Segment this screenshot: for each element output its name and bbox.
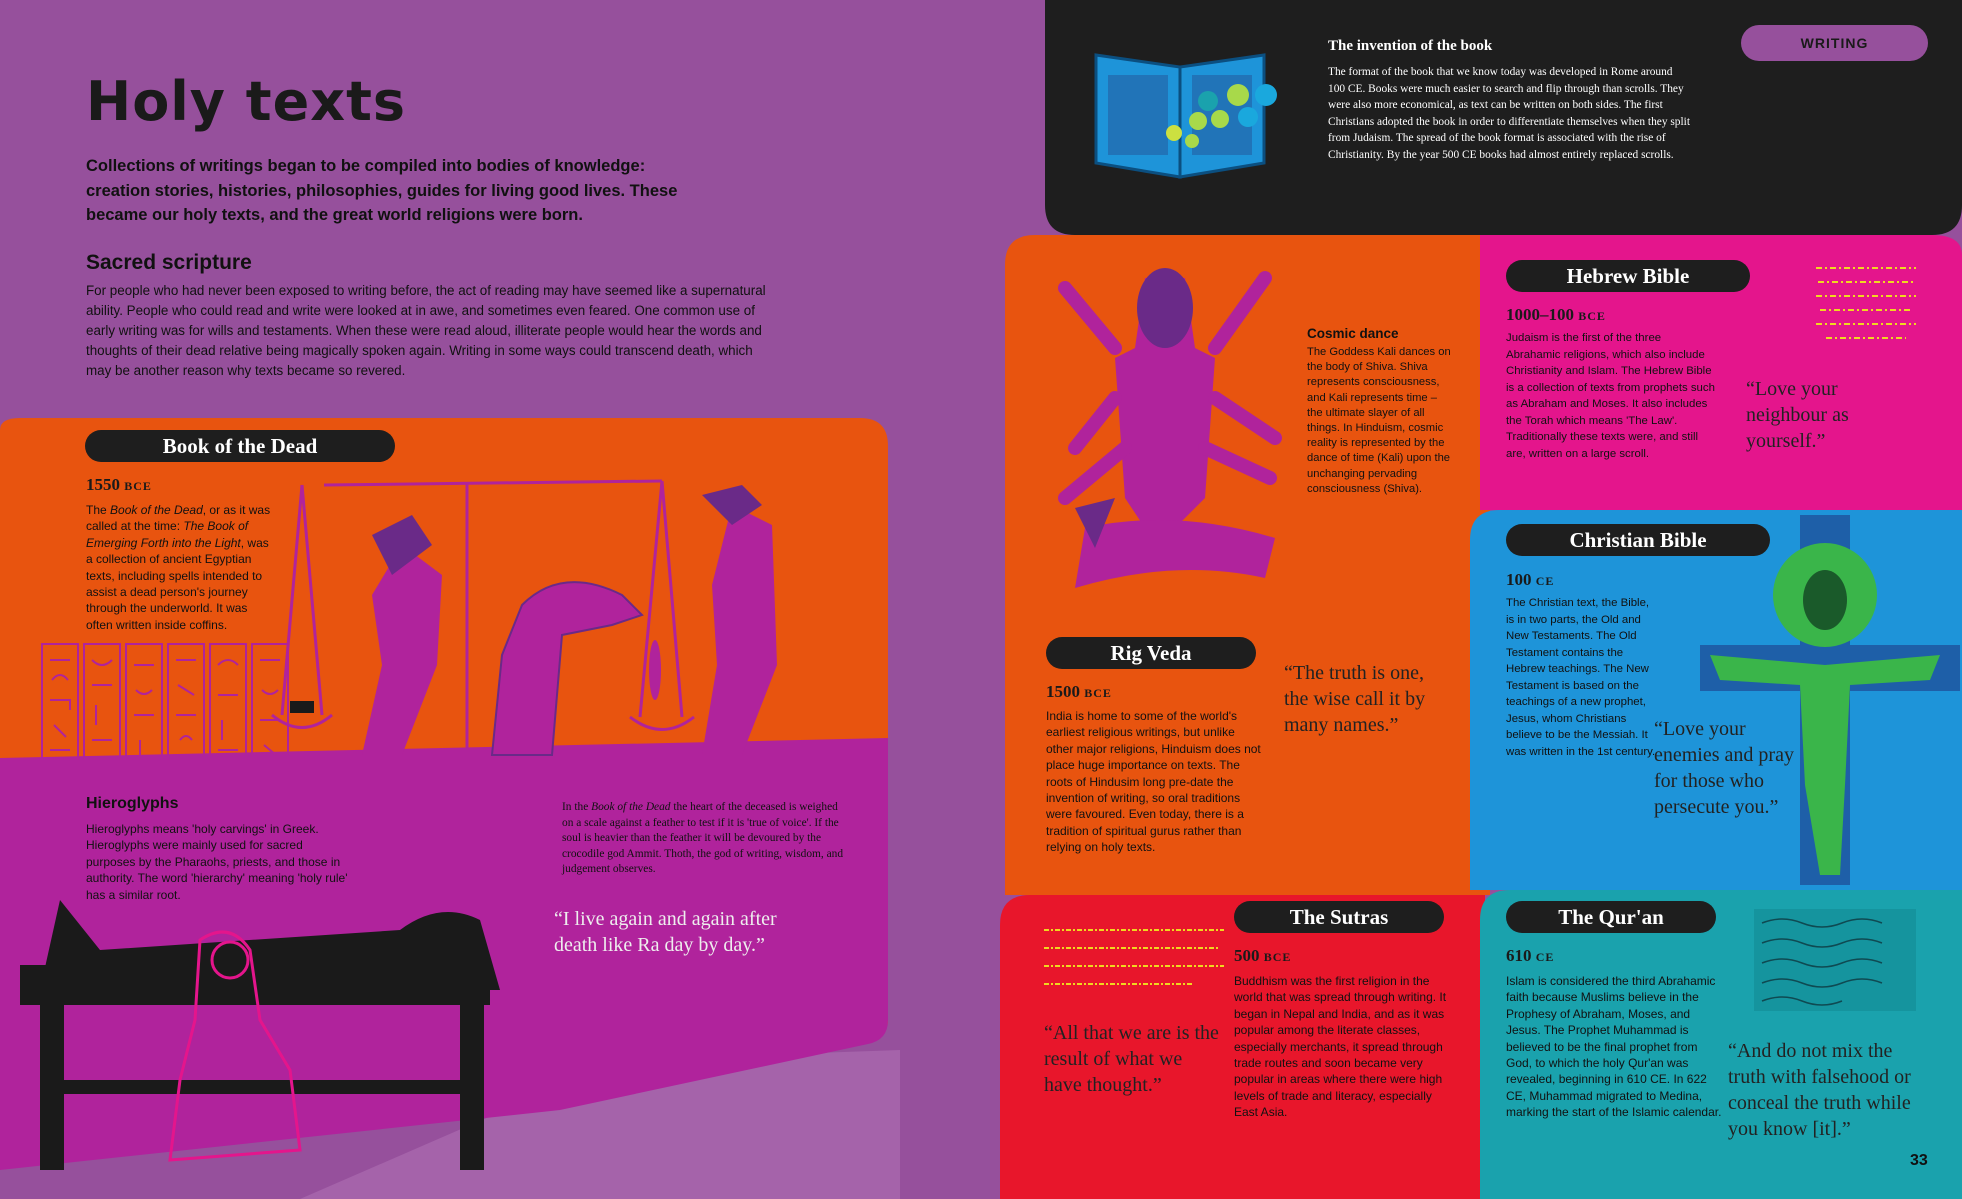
crucifix-illustration — [1670, 505, 1962, 885]
open-book-illustration — [1088, 45, 1278, 185]
hebrew-bible-date: 1000–100 BCE — [1506, 305, 1606, 324]
page-title: Holy texts — [86, 70, 407, 133]
page-number: 33 — [1910, 1152, 1928, 1169]
quran-text: Islam is considered the third Abrahamic faith because Muslims believe in the Prophesy of Abraham, Moses, and Jesus. The Prophet Muhammad is believed to be the final prophet from God, to which the holy Qur'an was revealed, beginning in 610 CE. In 622 CE, Muhammad migrated to Medina, marking the start of the Islamic calendar. — [1506, 974, 1722, 1120]
sutras-date: 500 BCE — [1234, 946, 1292, 965]
hebrew-script-illustration — [1806, 258, 1926, 348]
weighing-caption: In the Book of the Dead the heart of the deceased is weighed on a scale against a feather to test if it is 'true of voice'. If the soul is heavier than the feather it will be devoured by the crocodile god Ammit. Thoth, the god of writing, wisdom, and judgement observes. — [562, 801, 844, 875]
rig-veda-quote: “The truth is one, the wise call it by many names.” — [1284, 662, 1426, 736]
hieroglyph-panel-illustration — [40, 640, 300, 770]
weighing-of-heart-illustration — [262, 465, 902, 765]
rig-veda-date: 1500 BCE — [1046, 682, 1112, 701]
quran-title: The Qur'an — [1506, 901, 1716, 933]
sanskrit-script-illustration — [1040, 922, 1230, 992]
christian-bible-quote: “Love your enemies and pray for those who persecute you.” — [1654, 718, 1794, 818]
cosmic-dance-title: Cosmic dance — [1307, 326, 1399, 341]
hebrew-bible-text: Judaism is the first of the three Abrahamic religions, which also include Christianity and Islam. The Hebrew Bible is a collection of texts from prophets such as Abraham and Moses. It also includes the Torah which means 'The Law'. Traditionally these texts were, and still are, written on a large scroll. — [1506, 332, 1715, 460]
section-text: For people who had never been exposed to writing before, the act of reading may have seemed like a supernatural ability. People who could read and write were looked at in awe, and sometimes even feared. One common use of early writing was for wills and testaments. When these were read aloud, illiterate people would hear the words and thoughts of their dead relative being magically spoken again. Writing in some ways could transcend death, which may be another reason why texts became so revered. — [86, 283, 766, 378]
book-of-dead-text: The Book of the Dead, or as it was called at the time: The Book of Emerging Forth into the Light, was a collection of ancient Egyptian texts, including spells intended to assist a dead person's journey through the underworld. It was often written inside coffins. — [86, 503, 271, 632]
book-of-dead-quote: “I live again and again after death like Ra day by day.” — [554, 908, 777, 956]
mummy-coffin-illustration — [20, 880, 500, 1170]
book-invention-text: The format of the book that we know today was developed in Rome around 100 CE. Books were much easier to search and flip through than scrolls. They were also more economical, as text can be written on both sides. The first Christians adopted the book in order to differentiate themselves when they split from Judaism. The spread of the book format is associated with the rise of Christianity. By the year 500 CE books had almost entirely replaced scrolls. — [1328, 66, 1690, 161]
sutras-title: The Sutras — [1234, 901, 1444, 933]
kali-illustration — [1055, 248, 1285, 628]
quran-quote: “And do not mix the truth with falsehood or conceal the truth while you know [it].” — [1728, 1040, 1911, 1140]
christian-bible-text: The Christian text, the Bible, is in two parts, the Old and New Testaments. The Old Testament contains the Hebrew teachings. The New Testament is based on the teachings of a new prophet, Jesus, whom Christians believe to be the Messiah. It was written in the 1st century. — [1506, 597, 1656, 758]
arabic-script-illustration — [1750, 905, 1920, 1015]
book-of-dead-title: Book of the Dead — [85, 430, 395, 462]
christian-bible-date: 100 CE — [1506, 570, 1555, 589]
hieroglyphs-text: Hieroglyphs means 'holy carvings' in Greek. Hieroglyphs were mainly used for sacred purposes by the Pharaohs, priests, and those in authority. The word 'hierarchy' meaning 'holy rule' has a similar root. — [86, 822, 348, 902]
rig-veda-title: Rig Veda — [1046, 637, 1256, 669]
writing-badge[interactable]: WRITING — [1741, 25, 1928, 61]
intro-text: Collections of writings began to be compiled into bodies of knowledge: creation stories, histories, philosophies, guides for living good lives. These became our holy texts, and the great world religions were born. — [86, 157, 678, 224]
book-of-dead-date: 1550 BCE — [86, 475, 152, 494]
hebrew-bible-title: Hebrew Bible — [1506, 260, 1750, 292]
hebrew-bible-quote: “Love your neighbour as yourself.” — [1746, 378, 1849, 452]
sutras-quote: “All that we are is the result of what we have thought.” — [1044, 1022, 1219, 1096]
quran-date: 610 CE — [1506, 946, 1555, 965]
hieroglyphs-title: Hieroglyphs — [86, 795, 179, 812]
section-heading: Sacred scripture — [86, 251, 252, 274]
book-invention-title: The invention of the book — [1328, 38, 1493, 54]
christian-bible-title: Christian Bible — [1506, 524, 1770, 556]
cosmic-dance-text: The Goddess Kali dances on the body of Shiva. Shiva represents consciousness, and Kali represents time – the ultimate slayer of all things. In Hinduism, cosmic reality is represented by the dance of time (Kali) upon the unchanging pervading consciousness (Shiva). — [1307, 346, 1451, 495]
rig-veda-text: India is home to some of the world's earliest religious writings, but unlike other major religions, Hinduism does not place huge importance on texts. The roots of Hindusim long pre-date the invention of writing, so oral traditions were favoured. Even today, there is a tradition of spiritual gurus rather than relying on holy texts. — [1046, 709, 1261, 855]
sutras-text: Buddhism was the first religion in the world that was spread through writing. It began in Nepal and India, and as it was popular among the literate classes, especially merchants, it spread through trade routes and soon became very popular in areas where there were high levels of trade and literacy, especially East Asia. — [1234, 974, 1447, 1120]
